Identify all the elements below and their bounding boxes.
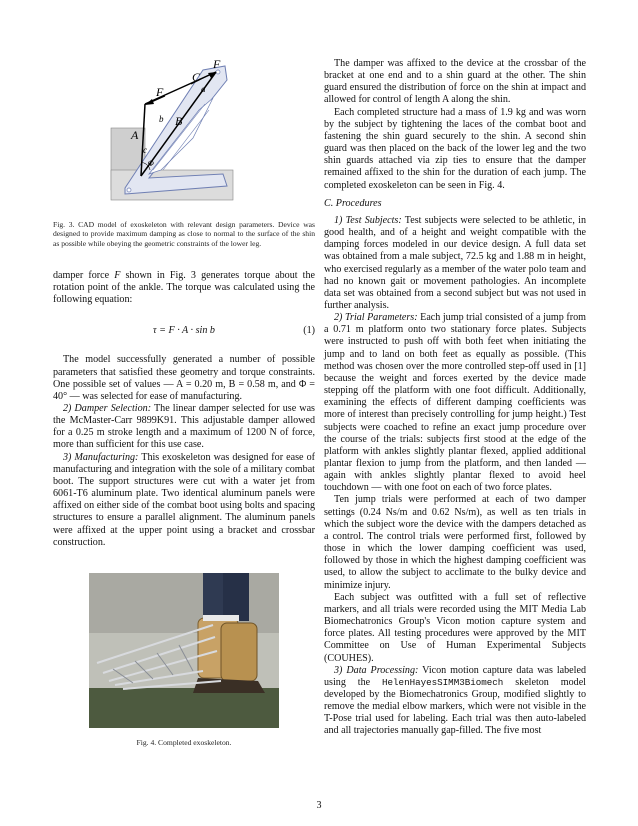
figure-4-caption: Fig. 4. Completed exoskeleton. bbox=[136, 737, 232, 747]
paragraph-test-subjects: 1) Test Subjects: Test subjects were selected to be athletic, in good health, and of a height and weight compatible with the damping forces modeled in our device design. A full data set was obtained from a male subject, 72.5 kg and 1.88 m in height, who exercised regularly as a member of the water polo team and had no known gait or movement pathologies. An incomplete data set was obtained from a second subject but was not used in further analysis. bbox=[324, 214, 586, 311]
section-heading-procedures: C. Procedures bbox=[324, 197, 382, 209]
paragraph-jump-trials: Ten jump trials were performed at each of two damper settings (0.24 Ns/m and 0.62 Ns/m), as well as ten trials in which the subject wore the device with the dampers detached as a control. The control trials were performed first, followed by those in which the lower damping coefficient was used, followed by those in which the highest damping coefficient was used, to allow the subject to acclimate to the bulky device and minimize injury. bbox=[324, 494, 586, 591]
paragraph-trial-parameters: 2) Trial Parameters: Each jump trial consisted of a jump from a 0.71 m platform onto two stationary force plates. Subjects were instructed to push off with both feet when initiating the jump and to land on both feet as equally as possible. (This method was chosen over the more controlled step-off used in [1] because the weight and forces exerted by the device made stepping off the platform with one foot difficult. Additionally, examining the effects of different damping coefficients was more of interest than precisely controlling for jump height.) Test subjects were coached to refine an exact jump procedure over the course of the trials: subjects first stood at the edge of the platform with ankles slightly plantar flexed, applied additional plantar flexion to jump from the platform, and then landed — again with ankles slightly plantar flexed to avoid heel touchdown — with one foot on each of two force plates. bbox=[324, 312, 586, 494]
right-column bbox=[324, 58, 586, 738]
label-f-top: F bbox=[213, 58, 221, 71]
label-a-upper: A bbox=[131, 128, 139, 142]
page-number: 3 bbox=[316, 800, 322, 811]
equation-number: (1) bbox=[303, 324, 315, 336]
paragraph-model: The model successfully generated a number of possible parameters that satisfied these geometry and torque constraints. One possible set of values — A = 0.20 m, B = 0.58 m, and Φ = 40° — was selected for ease of manufacturing. bbox=[53, 354, 315, 402]
figure-4-photo bbox=[53, 573, 315, 728]
exoskeleton-photo bbox=[53, 573, 315, 728]
label-b-upper: B bbox=[175, 114, 183, 128]
paragraph-markers: Each subject was outfitted with a full set of reflective markers, and all trials were recorded using the MIT Media Lab Biomechatronics Group's Vicon motion capture system and force plates. All testing procedures were approved by the MIT Committee on Use of Human Experimental Subjects (COUHES). bbox=[324, 591, 586, 664]
label-phi: Φ bbox=[148, 159, 154, 168]
equation-1 bbox=[53, 318, 315, 342]
paragraph-manufacturing: 3) Manufacturing: This exoskeleton was designed for ease of manufacturing and integration with the sole of a military combat boot. The support structures were cut with a water jet from 6061-T6 aluminum plate. Two identical aluminum panels were affixed on either side of the combat boot using bolts and spacing structures to ensure a parallel alignment. The aluminum panels were affixed at the upper point using a bracket and crossbar construction. bbox=[53, 451, 315, 548]
label-f-left: F bbox=[156, 85, 164, 99]
cad-diagram bbox=[53, 58, 315, 208]
left-column bbox=[53, 58, 315, 747]
paragraph-torque: damper force F shown in Fig. 3 generates torque about the rotation point of the ankle. The torque was calculated using the following equation: bbox=[53, 269, 315, 306]
label-c-lower: c bbox=[143, 145, 147, 155]
paragraph-completed-structure: Each completed structure had a mass of 1.9 kg and was worn by the subject by tightening the laces of the combat boot and fastening the shin guard securely to the shin. A second shin guard was then placed on the back of the lower leg and the two shin guards attached via zip ties to ensure that the damper remained affixed to the shin for the duration of each jump. The completed exoskeleton can be seen in Fig. 4. bbox=[324, 106, 586, 191]
paragraph-damper-selection: 2) Damper Selection: The linear damper selected for use was the McMaster-Carr 9899K91. This adjustable damper allowed for a 0.25 m stroke length and a maximum of 1200 N of force, more than sufficient for this use case. bbox=[53, 402, 315, 451]
figure-3-caption: Fig. 3. CAD model of exoskeleton with relevant design parameters. Device was designed to provide maximum damping as close to normal to the surface of the shin as possible while obeying the geometric constraints of the lower leg. bbox=[53, 220, 315, 248]
paragraph-data-processing: 3) Data Processing: Vicon motion capture data was labeled using the HelenHayesSIMM3Biomech skeleton model developed by the Biomechatronics Group, modified slightly to remove the medial elbow markers, which were not visible in the T-Pose trial used for labeling. Each trial was then auto-labeled and all trajectories manually gap-filled. The five most bbox=[324, 664, 586, 737]
label-a-lower: a bbox=[201, 84, 206, 94]
label-b-lower: b bbox=[159, 114, 164, 124]
figure-3-cad-model bbox=[53, 58, 315, 208]
equation-body: τ = F · A · sin b bbox=[153, 324, 215, 336]
paragraph-shin-guard: The damper was affixed to the device at the crossbar of the bracket at one end and to a shin guard at the other. The shin guard ensured the distribution of force on the shin at impact and allowed for control of length A along the shin. bbox=[324, 58, 586, 106]
label-c-upper: C bbox=[192, 70, 201, 84]
